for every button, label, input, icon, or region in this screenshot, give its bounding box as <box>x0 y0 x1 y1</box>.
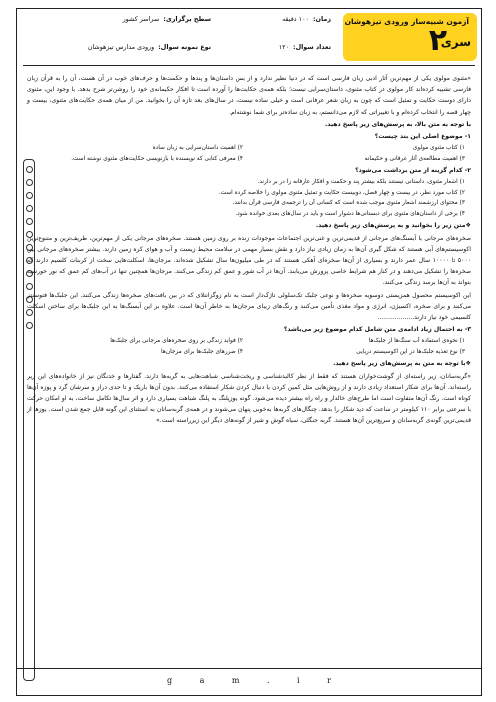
q3-option-3[interactable]: ۳) نوع تغذیه جلبک‌ها در این اکوسیستم دریایی <box>356 348 465 355</box>
type-value: ورودی مدارس تیزهوشان <box>87 43 155 51</box>
url-letter: . <box>267 676 270 685</box>
instruction-3: ❖با توجه به متن به پرسش‌های زیر پاسخ دهید. <box>333 360 471 368</box>
passage-2b: این اکوسیستم محصول همزیستی دوسویه صخره‌ها و نوعی جلبک تک‌سلولی تاژک‌دار است به نام زوگزانتلای که در بین بافت‌های صخره‌ها زندگی می‌کنند. این جلبک‌ها فتوسنتز می‌کنند و برای صخره، اکسیژن، انرژی و مواد مغذی تأمین می‌کنند و رنگ‌های زیبای مرجان‌ها به خاطر آن‌ها است. علاوه بر این آبسنگ‌ها به این جلبک‌ها برای ساختن اسکلت کلسیمی خود نیاز دارند................... <box>27 291 471 322</box>
q1-option-1[interactable]: ۱) کتاب مثنوی مولوی <box>412 145 465 152</box>
series-label: سری <box>440 35 471 49</box>
question-3-stem: ۳- به احتمال زیاد ادامه‌ی متن شامل کدام موضوع زیر می‌باشد؟ <box>283 326 471 334</box>
instruction-1: با توجه به متن بالا، به پرسش‌های زیر پاسخ دهید. <box>324 120 471 128</box>
url-letter: m <box>231 676 240 685</box>
level-info <box>123 15 211 23</box>
footer-url <box>167 676 331 685</box>
q1-option-4[interactable]: ۴) معرفی کتابی که نویسنده با بازنویسی حکایت‌های مثنوی نوشته است. <box>71 155 243 162</box>
exam-header <box>17 9 481 65</box>
type-info <box>88 43 211 51</box>
q2-option-3[interactable]: ۳) محتوای ارزشمند اشعار مثنوی موجب شده است که کسانی آن را ترجمه‌ی فارسی قرآن بدانند. <box>232 200 465 207</box>
passage-1: «مثنوی مولوی یکی از مهم‌ترین آثار ادبی زبان فارسی است که در دنیا نظیر ندارد و از بس داستان‌ها و پندها و حکمت‌ها و حرف‌های خوب در آن هست، آن را به قرآن زبان فارسی تشبیه کرده‌اند کار مولوی در کتاب مثنوی، داستان‌سرایی نیست؛ بلکه همه‌ی حکایت‌ها را آورده است تا افکار حکیمانه‌ی خود را روشن‌تر شرح بدهد. با وجود این، مثنوی دارای دوست حکایت و تمثیل است که چون به زبان شعر عرفانی است و خیلی ساده نیست، در سال‌های بعد تازه آن را بخوانید. من از میان همه‌ی حکایت‌های مثنوی، بیست و چهار قصه را انتخاب کرده‌ام و با تغییراتی که لازم می‌دانستم، به زبان ساده‌تر برای شما نوشته‌ام. <box>27 75 471 116</box>
question-2-options <box>27 177 471 219</box>
url-letter: g <box>167 676 173 685</box>
url-letter: r <box>327 676 331 685</box>
page-footer <box>17 668 481 695</box>
q1-option-2[interactable]: ۲) اهمیت داستان‌سرایی به زبان ساده <box>152 145 243 152</box>
q2-option-4[interactable]: ۴) برخی از داستان‌های مثنوی برای دبستانی‌ها دشوار است و باید در سال‌های بعدی خوانده شود. <box>235 210 465 217</box>
count-label: تعداد سوال: <box>293 43 331 51</box>
series-logo <box>343 13 477 61</box>
count-value: ۱۲۰ <box>278 43 290 51</box>
header-divider <box>23 65 475 66</box>
q1-option-3[interactable]: ۳) اهمیت مطالعه‌ی آثار عرفانی و حکیمانه <box>364 155 465 162</box>
time-label: زمان: <box>312 15 331 23</box>
question-1-stem: ۱- موضوع اصلی این بند چیست؟ <box>374 133 471 141</box>
question-3-options <box>27 336 471 357</box>
exam-title: آزمون شبیه‌ساز ورودی تیزهوشان <box>344 17 469 26</box>
question-1-options <box>27 143 471 164</box>
question-2-stem: ۲- کدام گزینه از متن برداشت می‌شود؟ <box>355 167 471 175</box>
count-info <box>279 43 331 51</box>
url-letter: i <box>297 676 300 685</box>
level-label: سطح برگزاری: <box>163 15 211 23</box>
url-letter: a <box>199 676 205 685</box>
series-number: ۲ <box>428 23 447 58</box>
time-value: ۱۰۰ دقیقه <box>282 15 309 23</box>
header-row-bottom <box>31 37 331 59</box>
q3-option-2[interactable]: ۲) فواید زندگی بر روی صخره‌های مرجانی برای جلبک‌ها <box>110 338 243 345</box>
instruction-2: ❖متن زیر را بخوانید و به پرسش‌های زیر پاسخ دهید. <box>315 222 471 230</box>
passage-3: «گربه‌سانان، زیر راسته‌ای از گوشت‌خواران هستند که فقط از نظر کالبدشناسی و ریخت‌شناسی شباهت‌هایی به گربه‌ها دارند. گفتارها و خدنگان نیز از خانواده‌های این زیر راسته‌اند. آن‌ها برای شکار استعداد زیادی دارند و از روش‌هایی مثل کمین کردن یا دنبال کردن شکار استفاده می‌کنند. بدون آن‌ها باریک و تا حدی دراز و سرشان گرد و پوزه آن‌ها کوتاه است. رنگ آن‌ها متفاوت است اما طرح‌های خالدار و راه راه بیشتر دیده می‌شود. گونه یوزپلنگ به پلنگ شباهت بسیاری دارد و اثر سال‌ها تکامل ساخت، به او امکان حرکت با سرعتی برابر ۱۱۰ کیلومتر در ساعت که دید شکار را بدهد. چنگال‌های گربه‌ها به‌خوبی پنهان می‌شوند و در همه‌ی گربه‌سانان به استثنای این گونه قابل جمع شدن است. یوزها از قدیمی‌ترین گونه‌ی گربه‌سانان و سریع‌ترین آن‌ها هستند. گربه جنگلی، سیاه گوش و شیر از گونه‌های دیگر این زیرراسته است.» <box>27 372 472 425</box>
q3-option-4[interactable]: ۴) ضررهای جلبک‌ها برای مرجان‌ها <box>161 348 243 355</box>
exam-content <box>27 73 471 428</box>
q2-option-2[interactable]: ۲) کتاب مورد نظر، در بیست و چهار فصل، دوبیست حکایت و تمثیل مثنوی مولوی را خلاصه کرده است. <box>218 189 465 196</box>
time-info <box>282 15 331 23</box>
passage-2: صخره‌های مرجانی با آبسنگ‌های مرجانی از قدیمی‌ترین و غنی‌ترین اجتماعات موجودات زنده بر روی زمین هستند. صخره‌های مرجانی یکی از مهم‌ترین، ظریف‌ترین و متنوع‌ترین اکوسیستم‌های آبی هستند که شکل گیری آن‌ها به زمان زیادی نیاز دارد و نقش بسیار مهمی در سلامت محیط زیست و آب و هوای کره زمین دارند. بیشتر صخره‌های مرجانی بین ۵۰۰۰ تا ۱۰۰۰۰ سال عمر دارند و بسیاری از آن‌ها صخره‌ای آهکی هستند که در طی میلیون‌ها سال تشکیل شده‌اند. مرجان‌ها، اسکلت‌هایی سخت از کربنات کلسیم دارند که صخره‌ها را تشکیل می‌دهند و در کنار هم شرایط خاصی پرورش می‌یابند. آن‌ها در آب شور و عمق کم زندگی می‌کنند. مرجان‌ها همچنین تنها در آب‌های کم عمق که نور خورشید بتواند به آن‌ها برسد زندگی می‌کنند. <box>27 234 471 287</box>
q3-option-1[interactable]: ۱) نحوه‌ی استفاده آب سنگ‌ها از جلبک‌ها <box>368 338 465 345</box>
level-value: سراسر کشور <box>122 15 160 23</box>
q2-option-1[interactable]: ۱) اشعار مثنوی، داستانی نیستند بلکه بیشتر پند و حکمت و افکار عارفانه را در بر دارند. <box>257 179 465 186</box>
exam-page <box>16 8 482 696</box>
header-row-top <box>31 9 331 31</box>
type-label: نوع نمونه سوال: <box>158 43 211 51</box>
